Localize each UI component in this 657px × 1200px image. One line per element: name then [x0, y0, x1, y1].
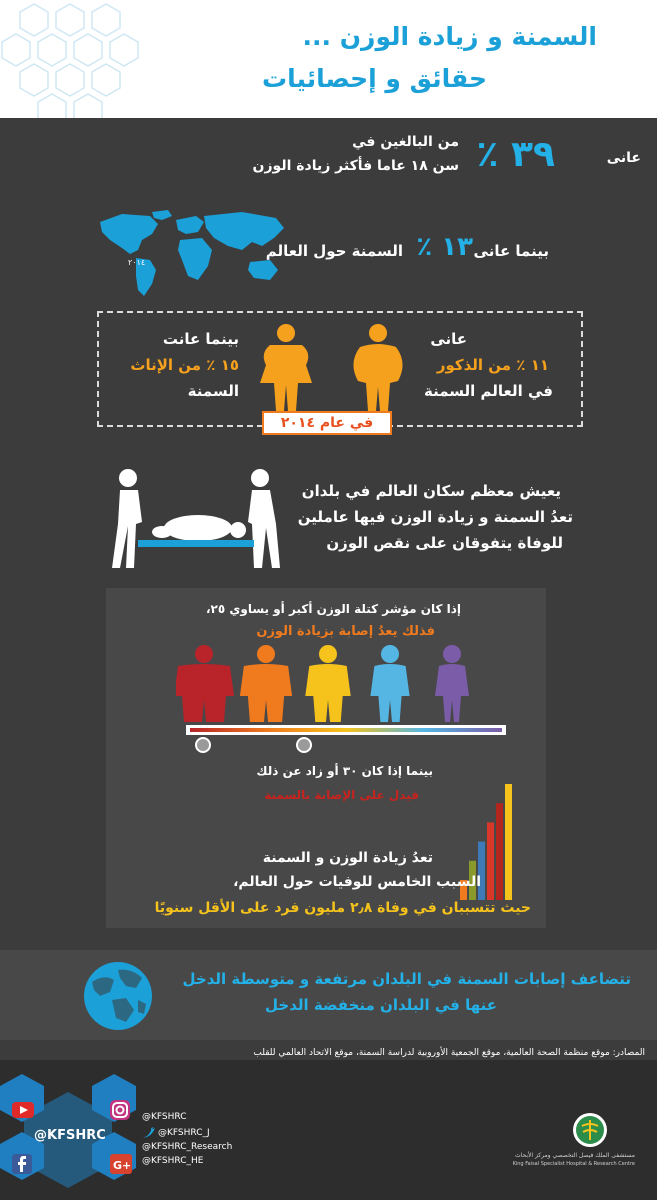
men-line-3: في العالم السمنة: [423, 382, 553, 400]
hospital-name-en: King Faisal Specialist Hospital & Research Centre: [512, 1161, 635, 1167]
deaths-line-2: السبب الخامس للوفيات حول العالم،: [233, 874, 481, 890]
stat-line-2: سن ١٨ عاما فأكثر زيادة الوزن: [252, 158, 459, 174]
twitter-icon[interactable]: [138, 1126, 156, 1140]
world-map-icon: [92, 210, 292, 300]
person-icon: [435, 645, 469, 722]
men-line-2: ١١ ٪ من الذكور: [436, 356, 549, 374]
stat-percent: ٣٩ ٪: [476, 134, 555, 175]
hospital-logo-icon: [572, 1112, 608, 1148]
scale-wheel-icon: [195, 737, 211, 753]
handle-2[interactable]: @KFSHRC_J: [158, 1128, 210, 1138]
facebook-icon[interactable]: [12, 1154, 32, 1174]
page-subtitle: حقائق و إحصائيات: [262, 64, 487, 93]
google-plus-icon[interactable]: [110, 1154, 132, 1174]
income-line-2: عنها في البلدان منخفضة الدخل: [265, 996, 497, 1014]
stretcher-line-2: تعدُ السمنة و زيادة الوزن فيها عاملين: [297, 508, 573, 526]
women-line-1: بينما عانت: [162, 330, 239, 348]
map-text-suffix: السمنة حول العالم: [265, 242, 403, 260]
year-badge-label: في عام ٢٠١٤: [280, 415, 374, 431]
footer: [0, 1060, 657, 1200]
bmi-line-2: فذلك يعدُ إصابة بزيادة الوزن: [256, 624, 435, 639]
bar-icon: [496, 803, 503, 900]
youtube-icon[interactable]: [12, 1102, 34, 1118]
map-year-label: ٢٠١٤: [128, 258, 146, 267]
bar-icon: [487, 822, 494, 900]
sources-text: المصادر: موقع منظمة الصحة العالمية، موقع الجمعية الأوروبية لدراسة السمنة، موقع الاتحاد العالمي للقلب: [253, 1048, 645, 1058]
map-percent: ١٣ ٪: [416, 232, 473, 262]
bmi-line-3: بينما إذا كان ٣٠ أو زاد عن ذلك: [256, 764, 433, 778]
year-badge: [262, 411, 392, 435]
women-line-3: السمنة: [187, 382, 239, 400]
bmi-people: [176, 644, 486, 724]
stat-prefix: عانى: [606, 150, 641, 166]
main-content: [0, 118, 657, 1060]
main-handle: @KFSHRC: [34, 1128, 106, 1143]
bar-icon: [478, 842, 485, 900]
deaths-line-3: حيث تتسببان في وفاة ٢٫٨ مليون فرد على الأقل سنويًا: [154, 900, 531, 916]
stretcher-line-1: يعيش معظم سكان العالم في بلدان: [301, 482, 561, 500]
globe-icon: [82, 960, 154, 1032]
person-icon: [370, 645, 409, 722]
hexagon-pattern: [0, 0, 150, 118]
person-icon: [176, 645, 234, 722]
instagram-icon[interactable]: [110, 1100, 130, 1120]
men-line-1: عانى: [430, 330, 467, 348]
svg-text:G+: G+: [113, 1159, 132, 1172]
income-line-1: تتضاعف إصابات السمنة في البلدان مرتفعة و متوسطة الدخل: [182, 970, 631, 988]
deaths-line-1: تعدُ زيادة الوزن و السمنة: [262, 850, 433, 866]
stretcher-icon: [110, 468, 282, 572]
hospital-name: مستشفى الملك فيصل التخصصي ومركز الأبحاث: [514, 1152, 635, 1159]
handle-1[interactable]: @KFSHRC: [142, 1112, 187, 1122]
bar-icon: [505, 784, 512, 900]
male-figure-icon: [346, 323, 410, 413]
page-title: السمنة و زيادة الوزن ...: [302, 22, 597, 51]
female-figure-icon: [254, 323, 318, 413]
scale-wheel-icon: [296, 737, 312, 753]
map-text-prefix: بينما عانى: [473, 242, 549, 260]
handle-4[interactable]: @KFSHRC_HE: [142, 1156, 204, 1166]
stretcher-line-3: للوفاة يتفوقان على نقص الوزن: [326, 534, 563, 552]
bmi-line-4: فيدل على الإصابة بالسمنة: [264, 788, 419, 802]
women-line-2: ١٥ ٪ من الإناث: [130, 356, 239, 374]
person-icon: [305, 645, 350, 722]
bmi-scale-gradient: [190, 728, 502, 732]
handle-3[interactable]: @KFSHRC_Research: [142, 1142, 233, 1152]
header: [0, 0, 657, 118]
person-icon: [240, 645, 292, 722]
stat-line-1: من البالغين في: [352, 134, 459, 150]
bmi-line-1: إذا كان مؤشر كتلة الوزن أكبر أو يساوي ٢٥،: [205, 602, 461, 616]
